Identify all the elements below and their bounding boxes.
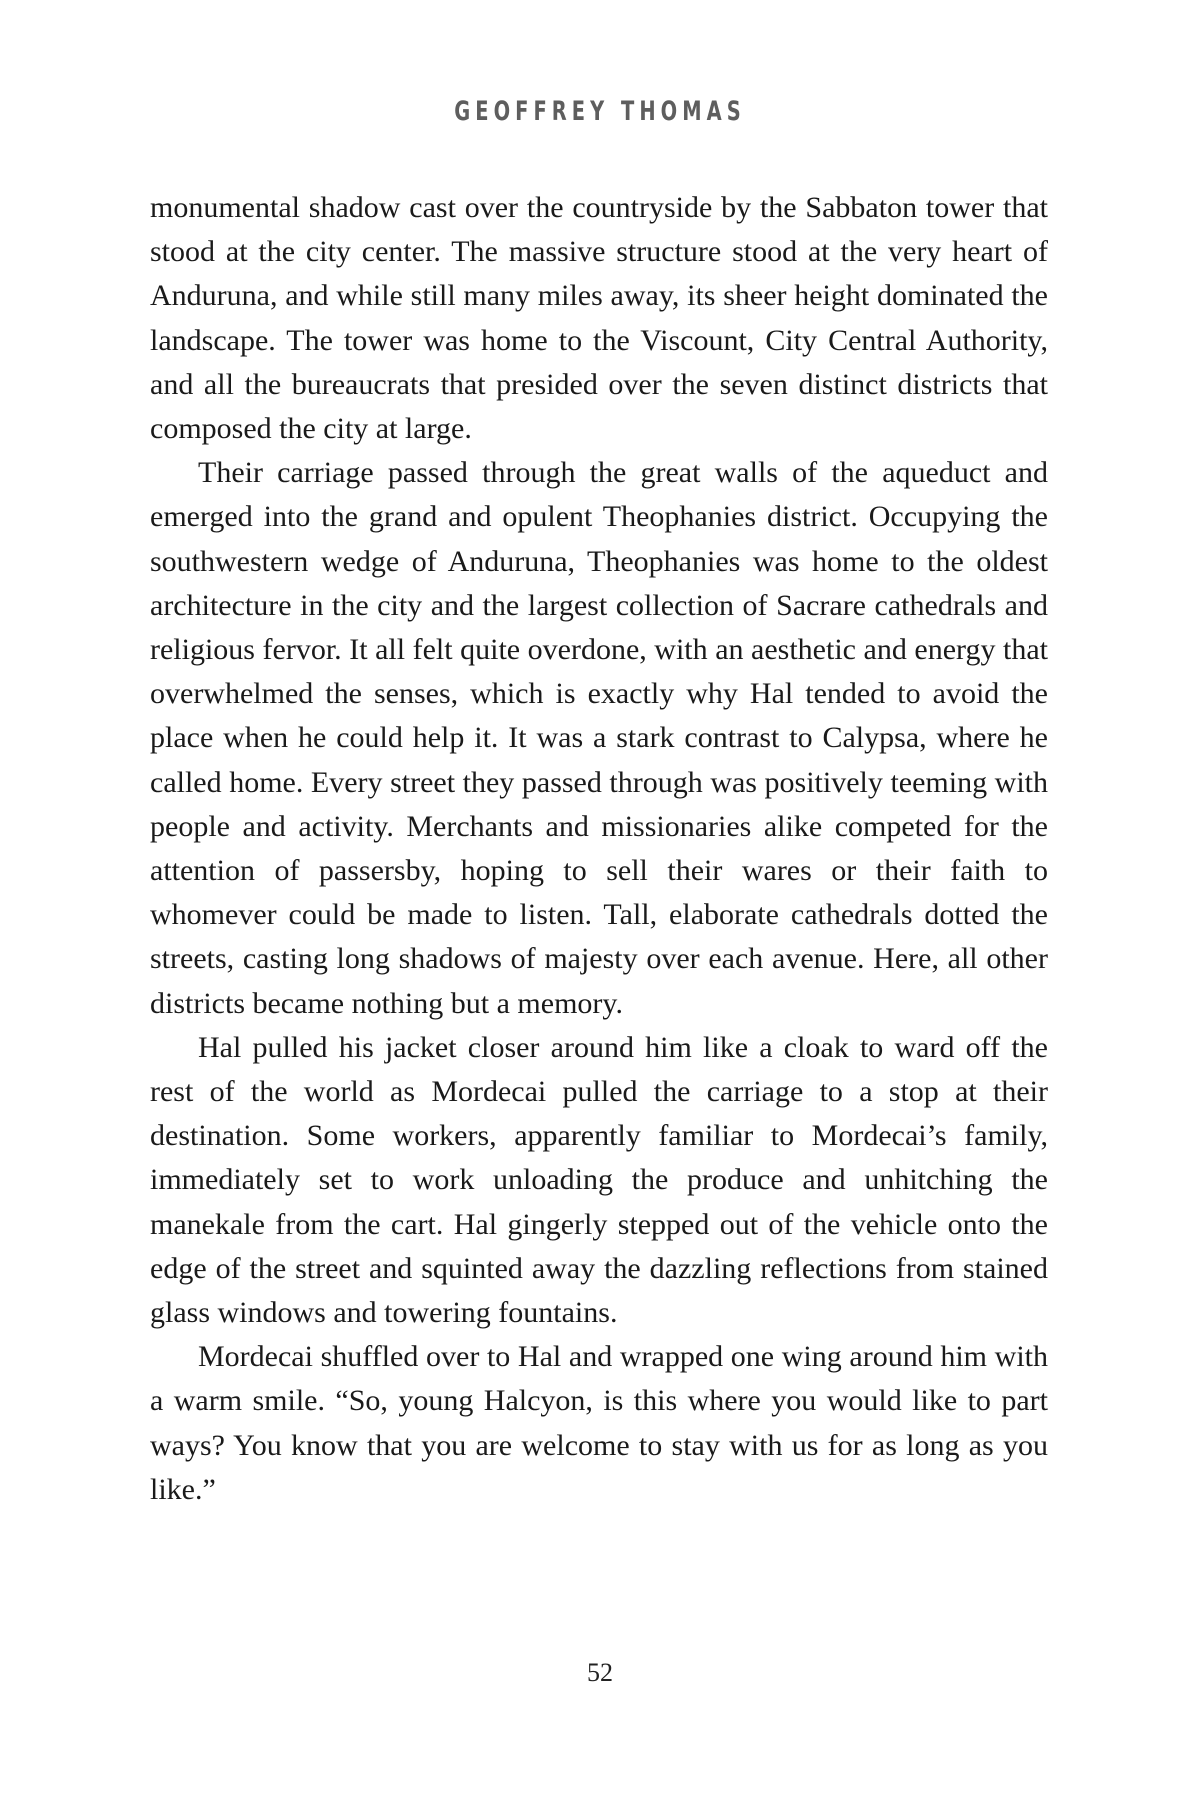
paragraph-3: Hal pulled his jacket closer around him like a cloak to ward off the rest of the world as Mordecai pulled the carriage to a stop at their destination. Some workers, apparently familiar to Mordecai’s family, immediately set to work unloading the produce and unhitching the manekale from the cart. Hal gingerly stepped out of the vehicle onto the edge of the street and squinted away the dazzling reflections from stained glass windows and towering fountains. xyxy=(150,1030,1048,1330)
paragraph-2: Their carriage passed through the great walls of the aqueduct and emerged into the grand and opulent Theophanies district. Occupying the southwestern wedge of Anduruna, Theophanies was home to the oldest architecture in the city and the largest collection of Sacrare cathedrals and religious fervor. It all felt quite overdone, with an aesthetic and energy that overwhelmed the senses, which is exactly why Hal tended to avoid the place when he could help it. It was a stark contrast to Calypsa, where he called home. Every street they passed through was positively teeming with people and activity. Merchants and missionaries alike competed for the attention of passersby, hoping to sell their wares or their faith to whomever could be made to listen. Tall, elaborate cathedrals dotted the streets, casting long shadows of majesty over each avenue. Here, all other districts became nothing but a memory. xyxy=(150,456,1048,1020)
paragraph-4: Mordecai shuffled over to Hal and wrapped one wing around him with a warm smile. “So, young Halcyon, is this where you would like to part ways? You know that you are welcome to stay with us for as long as you like.” xyxy=(150,1340,1048,1506)
running-head-author: GEOFFREY THOMAS xyxy=(454,96,746,127)
page-body xyxy=(150,186,1048,1512)
page-number: 52 xyxy=(587,1658,613,1687)
paragraph-1: monumental shadow cast over the countryside by the Sabbaton tower that stood at the city center. The massive structure stood at the very heart of Anduruna, and while still many miles away, its sheer height dominated the landscape. The tower was home to the Viscount, City Central Authority, and all the bureaucrats that presided over the seven distinct districts that composed the city at large. xyxy=(150,191,1048,446)
